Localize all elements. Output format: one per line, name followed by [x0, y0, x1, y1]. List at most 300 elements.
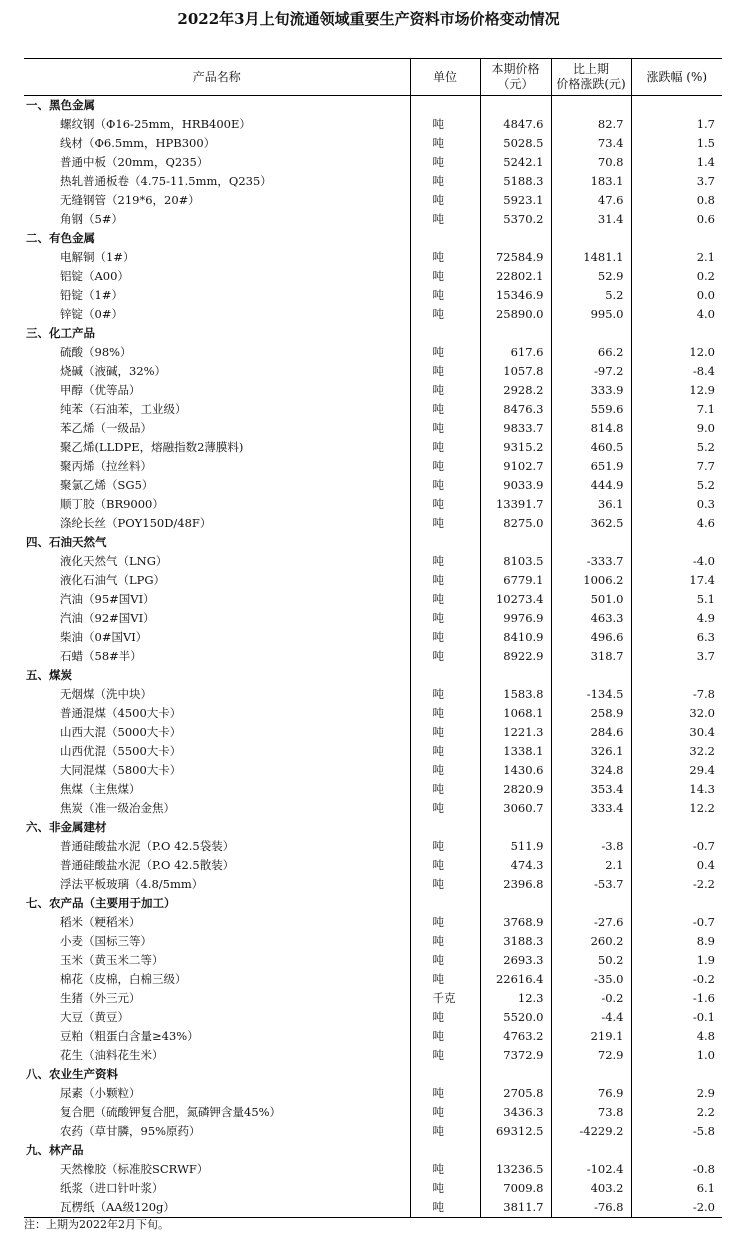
current-price-cell: 8410.9 — [480, 628, 551, 647]
price-change-cell: 72.9 — [551, 1046, 631, 1065]
price-change-cell — [551, 894, 631, 913]
table-row — [24, 856, 722, 875]
unit-cell: 吨 — [410, 590, 480, 609]
product-name-cell: 无烟煤（洗中块） — [60, 687, 152, 701]
price-change-cell: 318.7 — [551, 647, 631, 666]
current-price-cell: 2928.2 — [480, 381, 551, 400]
change-percent-cell: -0.8 — [631, 1160, 722, 1179]
price-change-cell: 324.8 — [551, 761, 631, 780]
change-percent-cell: 1.4 — [631, 153, 722, 172]
unit-cell: 吨 — [410, 704, 480, 723]
product-name-cell: 三、化工产品 — [26, 326, 95, 340]
price-change-cell: 73.4 — [551, 134, 631, 153]
price-change-cell: 501.0 — [551, 590, 631, 609]
unit-cell: 吨 — [410, 343, 480, 362]
table-row — [24, 1027, 722, 1046]
price-change-cell: 559.6 — [551, 400, 631, 419]
unit-cell — [410, 894, 480, 913]
current-price-cell: 8275.0 — [480, 514, 551, 533]
current-price-cell: 22802.1 — [480, 267, 551, 286]
product-name-cell: 山西大混（5000大卡） — [60, 725, 182, 739]
table-row — [24, 248, 722, 267]
unit-cell: 吨 — [410, 1008, 480, 1027]
product-name-cell: 二、有色金属 — [26, 231, 95, 245]
product-name-cell: 尿素（小颗粒） — [60, 1086, 141, 1100]
change-percent-cell: 17.4 — [631, 571, 722, 590]
table-row — [24, 609, 722, 628]
unit-cell — [410, 1065, 480, 1084]
header-current-price-line1: 本期价格 — [491, 62, 540, 76]
unit-cell: 吨 — [410, 951, 480, 970]
unit-cell: 吨 — [410, 191, 480, 210]
unit-cell: 吨 — [410, 476, 480, 495]
current-price-cell — [480, 818, 551, 837]
product-name-cell: 铅锭（1#） — [60, 288, 123, 302]
current-price-cell: 3188.3 — [480, 932, 551, 951]
product-name-cell: 液化天然气（LNG） — [60, 554, 168, 568]
current-price-cell: 4847.6 — [480, 115, 551, 134]
table-row — [24, 837, 722, 856]
table-row — [24, 647, 722, 666]
price-change-cell: 333.9 — [551, 381, 631, 400]
change-percent-cell: 5.2 — [631, 438, 722, 457]
unit-cell: 吨 — [410, 856, 480, 875]
unit-cell: 吨 — [410, 628, 480, 647]
table-row — [24, 286, 722, 305]
product-name-cell: 农药（草甘膦，95%原药） — [60, 1124, 201, 1138]
change-percent-cell: 12.9 — [631, 381, 722, 400]
change-percent-cell: 12.0 — [631, 343, 722, 362]
change-percent-cell: 0.4 — [631, 856, 722, 875]
price-change-cell: 76.9 — [551, 1084, 631, 1103]
table-row — [24, 495, 722, 514]
change-percent-cell — [631, 96, 722, 116]
table-row — [24, 1046, 722, 1065]
unit-cell: 吨 — [410, 400, 480, 419]
change-percent-cell: 1.5 — [631, 134, 722, 153]
current-price-cell: 2820.9 — [480, 780, 551, 799]
change-percent-cell: 4.8 — [631, 1027, 722, 1046]
change-percent-cell: -0.1 — [631, 1008, 722, 1027]
unit-cell — [410, 533, 480, 552]
change-percent-cell — [631, 324, 722, 343]
unit-cell: 吨 — [410, 571, 480, 590]
change-percent-cell: 0.3 — [631, 495, 722, 514]
change-percent-cell — [631, 533, 722, 552]
change-percent-cell: 0.0 — [631, 286, 722, 305]
unit-cell — [410, 818, 480, 837]
price-table — [24, 58, 722, 1218]
product-name-cell: 石蜡（58#半） — [60, 649, 142, 663]
price-change-cell: -102.4 — [551, 1160, 631, 1179]
table-row — [24, 115, 722, 134]
category-row — [24, 324, 722, 343]
current-price-cell: 9033.9 — [480, 476, 551, 495]
current-price-cell: 25890.0 — [480, 305, 551, 324]
current-price-cell: 4763.2 — [480, 1027, 551, 1046]
current-price-cell: 1221.3 — [480, 723, 551, 742]
change-percent-cell: -0.7 — [631, 913, 722, 932]
price-change-cell: 2.1 — [551, 856, 631, 875]
unit-cell: 吨 — [410, 305, 480, 324]
table-row — [24, 571, 722, 590]
category-row — [24, 96, 722, 116]
price-change-cell: 260.2 — [551, 932, 631, 951]
price-change-cell: 66.2 — [551, 343, 631, 362]
change-percent-cell: 32.0 — [631, 704, 722, 723]
change-percent-cell: 32.2 — [631, 742, 722, 761]
price-change-cell: 284.6 — [551, 723, 631, 742]
table-row — [24, 514, 722, 533]
product-name-cell: 七、农产品（主要用于加工） — [26, 896, 176, 910]
table-row — [24, 552, 722, 571]
table-row — [24, 438, 722, 457]
product-name-cell: 普通硅酸盐水泥（P.O 42.5散装） — [60, 858, 235, 872]
table-row — [24, 1008, 722, 1027]
unit-cell: 吨 — [410, 267, 480, 286]
current-price-cell: 8103.5 — [480, 552, 551, 571]
change-percent-cell: 12.2 — [631, 799, 722, 818]
unit-cell: 吨 — [410, 609, 480, 628]
table-row — [24, 628, 722, 647]
price-change-cell: 1481.1 — [551, 248, 631, 267]
product-name-cell: 顺丁胶（BR9000） — [60, 497, 164, 511]
table-row — [24, 1103, 722, 1122]
change-percent-cell: -2.0 — [631, 1198, 722, 1218]
table-row — [24, 723, 722, 742]
price-change-cell: -53.7 — [551, 875, 631, 894]
unit-cell — [410, 324, 480, 343]
current-price-cell: 9315.2 — [480, 438, 551, 457]
page-title: 2022年3月上旬流通领域重要生产资料市场价格变动情况 — [177, 10, 560, 28]
current-price-cell: 72584.9 — [480, 248, 551, 267]
current-price-cell: 1583.8 — [480, 685, 551, 704]
product-name-cell: 棉花（皮棉，白棉三级） — [60, 972, 187, 986]
product-name-cell: 热轧普通板卷（4.75-11.5mm，Q235） — [60, 174, 272, 188]
price-change-cell: 496.6 — [551, 628, 631, 647]
current-price-cell: 6779.1 — [480, 571, 551, 590]
table-row — [24, 1160, 722, 1179]
current-price-cell: 511.9 — [480, 837, 551, 856]
category-row — [24, 894, 722, 913]
price-change-cell: 460.5 — [551, 438, 631, 457]
price-change-cell: 995.0 — [551, 305, 631, 324]
change-percent-cell — [631, 894, 722, 913]
change-percent-cell: 9.0 — [631, 419, 722, 438]
price-change-cell: 219.1 — [551, 1027, 631, 1046]
unit-cell: 吨 — [410, 761, 480, 780]
table-row — [24, 172, 722, 191]
table-row — [24, 419, 722, 438]
unit-cell: 吨 — [410, 286, 480, 305]
current-price-cell: 13236.5 — [480, 1160, 551, 1179]
footnote: 注：上期为2022年2月下旬。 — [24, 1218, 169, 1231]
product-name-cell: 汽油（95#国VI） — [60, 592, 155, 606]
product-name-cell: 硫酸（98%） — [60, 345, 132, 359]
current-price-cell: 7372.9 — [480, 1046, 551, 1065]
unit-cell: 吨 — [410, 1179, 480, 1198]
current-price-cell: 5188.3 — [480, 172, 551, 191]
current-price-cell — [480, 1065, 551, 1084]
product-name-cell: 豆粕（粗蛋白含量≥43%） — [60, 1029, 199, 1043]
change-percent-cell: -4.0 — [631, 552, 722, 571]
product-name-cell: 电解铜（1#） — [60, 250, 135, 264]
unit-cell: 吨 — [410, 514, 480, 533]
table-row — [24, 381, 722, 400]
change-percent-cell: -8.4 — [631, 362, 722, 381]
change-percent-cell: 3.7 — [631, 647, 722, 666]
current-price-cell: 9976.9 — [480, 609, 551, 628]
price-change-cell: -3.8 — [551, 837, 631, 856]
change-percent-cell: 1.7 — [631, 115, 722, 134]
unit-cell: 吨 — [410, 780, 480, 799]
current-price-cell: 1430.6 — [480, 761, 551, 780]
price-change-cell: 444.9 — [551, 476, 631, 495]
category-row — [24, 533, 722, 552]
table-row — [24, 951, 722, 970]
table-row — [24, 343, 722, 362]
current-price-cell — [480, 1141, 551, 1160]
current-price-cell: 2693.3 — [480, 951, 551, 970]
change-percent-cell: -0.7 — [631, 837, 722, 856]
header-unit: 单位 — [410, 59, 480, 96]
unit-cell: 吨 — [410, 381, 480, 400]
product-name-cell: 焦炭（准一级冶金焦） — [60, 801, 175, 815]
unit-cell: 吨 — [410, 362, 480, 381]
unit-cell: 吨 — [410, 1027, 480, 1046]
price-change-cell — [551, 324, 631, 343]
product-name-cell: 八、农业生产资料 — [26, 1067, 118, 1081]
category-row — [24, 1141, 722, 1160]
header-price-change-line1: 比上期 — [572, 62, 609, 76]
change-percent-cell: 2.9 — [631, 1084, 722, 1103]
current-price-cell: 2705.8 — [480, 1084, 551, 1103]
change-percent-cell: 0.6 — [631, 210, 722, 229]
product-name-cell: 汽油（92#国VI） — [60, 611, 155, 625]
unit-cell: 吨 — [410, 970, 480, 989]
current-price-cell: 5923.1 — [480, 191, 551, 210]
change-percent-cell: 7.1 — [631, 400, 722, 419]
category-row — [24, 229, 722, 248]
change-percent-cell: 7.7 — [631, 457, 722, 476]
unit-cell: 吨 — [410, 419, 480, 438]
product-name-cell: 纸浆（进口针叶浆） — [60, 1181, 164, 1195]
header-current-price — [480, 59, 551, 96]
price-change-cell: 52.9 — [551, 267, 631, 286]
change-percent-cell: 8.9 — [631, 932, 722, 951]
price-change-cell: 1006.2 — [551, 571, 631, 590]
price-change-cell: 403.2 — [551, 1179, 631, 1198]
header-price-change-line2: 价格涨跌(元) — [556, 77, 626, 91]
current-price-cell: 474.3 — [480, 856, 551, 875]
table-row — [24, 210, 722, 229]
current-price-cell: 1338.1 — [480, 742, 551, 761]
product-name-cell: 山西优混（5500大卡） — [60, 744, 182, 758]
product-name-cell: 六、非金属建材 — [26, 820, 107, 834]
change-percent-cell: -7.8 — [631, 685, 722, 704]
current-price-cell: 9102.7 — [480, 457, 551, 476]
price-change-cell: -4.4 — [551, 1008, 631, 1027]
price-change-cell — [551, 818, 631, 837]
table-row — [24, 913, 722, 932]
price-change-cell: -0.2 — [551, 989, 631, 1008]
current-price-cell: 7009.8 — [480, 1179, 551, 1198]
unit-cell: 吨 — [410, 134, 480, 153]
unit-cell: 吨 — [410, 1160, 480, 1179]
change-percent-cell: 14.3 — [631, 780, 722, 799]
price-change-cell: 82.7 — [551, 115, 631, 134]
change-percent-cell — [631, 818, 722, 837]
unit-cell — [410, 96, 480, 116]
price-change-cell — [551, 533, 631, 552]
product-name-cell: 铝锭（A00） — [60, 269, 129, 283]
unit-cell: 吨 — [410, 552, 480, 571]
product-name-cell: 九、林产品 — [26, 1143, 84, 1157]
current-price-cell: 8476.3 — [480, 400, 551, 419]
product-name-cell: 普通中板（20mm，Q235） — [60, 155, 209, 169]
change-percent-cell: 4.6 — [631, 514, 722, 533]
price-change-cell: -134.5 — [551, 685, 631, 704]
price-change-cell: 47.6 — [551, 191, 631, 210]
product-name-cell: 聚丙烯（拉丝料） — [60, 459, 152, 473]
change-percent-cell: 3.7 — [631, 172, 722, 191]
unit-cell: 吨 — [410, 457, 480, 476]
unit-cell: 吨 — [410, 799, 480, 818]
product-name-cell: 柴油（0#国VI） — [60, 630, 148, 644]
table-row — [24, 153, 722, 172]
product-name-cell: 稻米（粳稻米） — [60, 915, 141, 929]
price-change-cell: -4229.2 — [551, 1122, 631, 1141]
change-percent-cell: 4.9 — [631, 609, 722, 628]
current-price-cell: 3436.3 — [480, 1103, 551, 1122]
product-name-cell: 玉米（黄玉米二等） — [60, 953, 164, 967]
price-change-cell: -97.2 — [551, 362, 631, 381]
unit-cell: 千克 — [410, 989, 480, 1008]
change-percent-cell: -5.8 — [631, 1122, 722, 1141]
unit-cell: 吨 — [410, 875, 480, 894]
price-change-cell: 326.1 — [551, 742, 631, 761]
change-percent-cell: 2.2 — [631, 1103, 722, 1122]
change-percent-cell: 5.2 — [631, 476, 722, 495]
price-change-cell — [551, 1065, 631, 1084]
unit-cell — [410, 666, 480, 685]
product-name-cell: 复合肥（硫酸钾复合肥，氮磷钾含量45%） — [60, 1105, 282, 1119]
current-price-cell — [480, 96, 551, 116]
unit-cell: 吨 — [410, 438, 480, 457]
product-name-cell: 涤纶长丝（POY150D/48F） — [60, 516, 212, 530]
change-percent-cell: -1.6 — [631, 989, 722, 1008]
current-price-cell: 617.6 — [480, 343, 551, 362]
current-price-cell: 5370.2 — [480, 210, 551, 229]
price-change-cell — [551, 1141, 631, 1160]
product-name-cell: 四、石油天然气 — [26, 535, 107, 549]
change-percent-cell: 1.0 — [631, 1046, 722, 1065]
price-change-cell — [551, 96, 631, 116]
unit-cell: 吨 — [410, 1084, 480, 1103]
table-row — [24, 989, 722, 1008]
price-change-cell: 333.4 — [551, 799, 631, 818]
unit-cell: 吨 — [410, 210, 480, 229]
product-name-cell: 液化石油气（LPG） — [60, 573, 166, 587]
unit-cell: 吨 — [410, 932, 480, 951]
header-change-percent: 涨跌幅 (%) — [631, 59, 722, 96]
table-row — [24, 476, 722, 495]
unit-cell: 吨 — [410, 495, 480, 514]
current-price-cell: 3060.7 — [480, 799, 551, 818]
current-price-cell: 5520.0 — [480, 1008, 551, 1027]
price-change-cell: -27.6 — [551, 913, 631, 932]
table-row — [24, 875, 722, 894]
change-percent-cell — [631, 1065, 722, 1084]
current-price-cell: 3811.7 — [480, 1198, 551, 1218]
price-change-cell — [551, 666, 631, 685]
category-row — [24, 666, 722, 685]
table-row — [24, 590, 722, 609]
current-price-cell: 3768.9 — [480, 913, 551, 932]
product-name-cell: 线材（Φ6.5mm，HPB300） — [60, 136, 216, 150]
change-percent-cell — [631, 1141, 722, 1160]
change-percent-cell: 6.1 — [631, 1179, 722, 1198]
unit-cell — [410, 1141, 480, 1160]
current-price-cell: 1068.1 — [480, 704, 551, 723]
unit-cell: 吨 — [410, 913, 480, 932]
product-name-cell: 纯苯（石油苯，工业级） — [60, 402, 187, 416]
table-row — [24, 1179, 722, 1198]
table-row — [24, 799, 722, 818]
table-row — [24, 134, 722, 153]
price-change-cell: 31.4 — [551, 210, 631, 229]
change-percent-cell: 30.4 — [631, 723, 722, 742]
current-price-cell: 1057.8 — [480, 362, 551, 381]
unit-cell: 吨 — [410, 1122, 480, 1141]
current-price-cell — [480, 533, 551, 552]
table-row — [24, 267, 722, 286]
change-percent-cell — [631, 229, 722, 248]
current-price-cell — [480, 229, 551, 248]
price-change-cell: 353.4 — [551, 780, 631, 799]
current-price-cell: 22616.4 — [480, 970, 551, 989]
price-change-cell — [551, 229, 631, 248]
table-row — [24, 400, 722, 419]
current-price-cell — [480, 324, 551, 343]
change-percent-cell: -2.2 — [631, 875, 722, 894]
current-price-cell: 10273.4 — [480, 590, 551, 609]
product-name-cell: 花生（油料花生米） — [60, 1048, 164, 1062]
current-price-cell: 15346.9 — [480, 286, 551, 305]
unit-cell: 吨 — [410, 153, 480, 172]
change-percent-cell: 29.4 — [631, 761, 722, 780]
table-row — [24, 1122, 722, 1141]
change-percent-cell: 2.1 — [631, 248, 722, 267]
product-name-cell: 锌锭（0#） — [60, 307, 123, 321]
product-name-cell: 角钢（5#） — [60, 212, 123, 226]
product-name-cell: 苯乙烯（一级品） — [60, 421, 152, 435]
product-name-cell: 焦煤（主焦煤） — [60, 782, 141, 796]
current-price-cell — [480, 894, 551, 913]
table-row — [24, 761, 722, 780]
table-row — [24, 362, 722, 381]
current-price-cell: 69312.5 — [480, 1122, 551, 1141]
unit-cell: 吨 — [410, 685, 480, 704]
price-change-cell: 814.8 — [551, 419, 631, 438]
change-percent-cell: 6.3 — [631, 628, 722, 647]
table-row — [24, 970, 722, 989]
current-price-cell: 5028.5 — [480, 134, 551, 153]
table-row — [24, 1198, 722, 1218]
table-row — [24, 1084, 722, 1103]
change-percent-cell: 0.2 — [631, 267, 722, 286]
change-percent-cell: -0.2 — [631, 970, 722, 989]
